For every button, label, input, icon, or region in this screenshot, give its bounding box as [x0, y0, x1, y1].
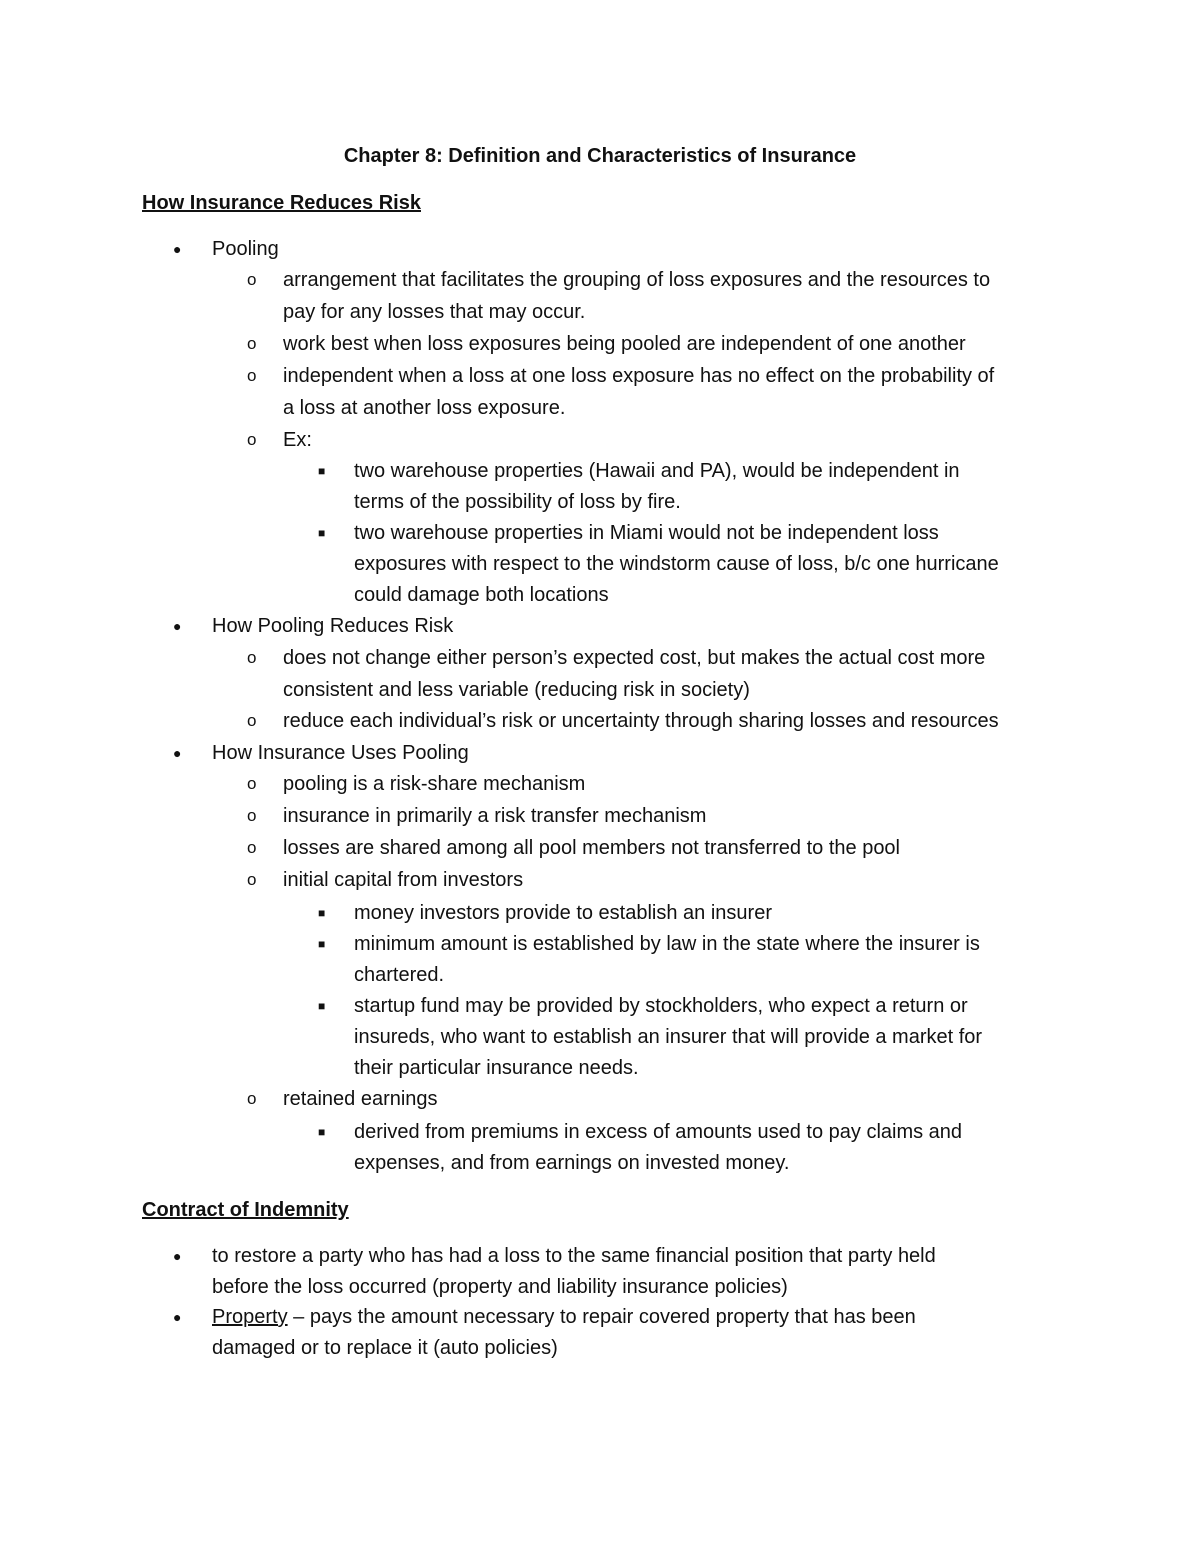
circle-marker: o [247, 774, 257, 793]
ex1-line-1: two warehouse properties (Hawaii and PA), would be independent in [354, 460, 960, 482]
uses-risk-share: pooling is a risk-share mechanism [283, 773, 586, 795]
uses-losses-shared: losses are shared among all pool members not transferred to the pool [283, 837, 901, 859]
pooling-independent-line-1: independent when a loss at one loss exposure has no effect on the probability of [283, 365, 995, 387]
square-marker: ■ [318, 464, 326, 478]
square-marker: ■ [318, 906, 326, 920]
indemnity-property-line-2: damaged or to replace it (auto policies) [212, 1337, 558, 1359]
bullet-marker: ● [173, 1248, 182, 1264]
circle-marker: o [247, 870, 257, 889]
circle-marker: o [247, 270, 257, 289]
indemnity-restore-line-2: before the loss occurred (property and liability insurance policies) [212, 1276, 788, 1298]
uses-risk-transfer: insurance in primarily a risk transfer mechanism [283, 805, 707, 827]
bullet-insurance-uses-pooling: How Insurance Uses Pooling [212, 742, 469, 764]
capital-minimum-line-2: chartered. [354, 964, 445, 986]
pooling-arrangement-line-2: pay for any losses that may occur. [283, 301, 586, 323]
property-term: Property [212, 1306, 288, 1328]
section-heading-contract-of-indemnity: Contract of Indemnity [142, 1199, 349, 1221]
square-marker: ■ [318, 999, 326, 1013]
indemnity-restore-line-1: to restore a party who has had a loss to the same financial position that party held [212, 1245, 936, 1267]
circle-marker: o [247, 806, 257, 825]
uses-retained-earnings: retained earnings [283, 1088, 438, 1110]
ex2-line-1: two warehouse properties in Miami would not be independent loss [354, 522, 939, 544]
bullet-marker: ● [173, 1309, 182, 1325]
page-title: Chapter 8: Definition and Characteristics of Insurance [343, 145, 857, 167]
bullet-marker: ● [173, 745, 182, 761]
capital-money-investors: money investors provide to establish an insurer [354, 902, 772, 924]
bullet-pooling: Pooling [212, 238, 279, 260]
section-heading-insurance-reduces-risk: How Insurance Reduces Risk [142, 192, 421, 214]
circle-marker: o [247, 711, 257, 730]
circle-marker: o [247, 838, 257, 857]
reduces-individual-risk: reduce each individual’s risk or uncertainty through sharing losses and resources [283, 710, 999, 732]
circle-marker: o [247, 366, 257, 385]
ex2-line-2: exposures with respect to the windstorm cause of loss, b/c one hurricane [354, 553, 999, 575]
capital-minimum-line-1: minimum amount is established by law in the state where the insurer is [354, 933, 980, 955]
capital-startup-line-3: their particular insurance needs. [354, 1057, 639, 1079]
retained-line-1: derived from premiums in excess of amounts used to pay claims and [354, 1121, 963, 1143]
pooling-independent-line-2: a loss at another loss exposure. [283, 397, 566, 419]
pooling-ex-label: Ex: [283, 429, 312, 451]
square-marker: ■ [318, 937, 326, 951]
circle-marker: o [247, 648, 257, 667]
pooling-work-best: work best when loss exposures being pooled are independent of one another [283, 333, 966, 355]
bullet-marker: ● [173, 241, 182, 257]
square-marker: ■ [318, 526, 326, 540]
ex2-line-3: could damage both locations [354, 584, 609, 606]
reduces-line-2: consistent and less variable (reducing risk in society) [283, 679, 750, 701]
circle-marker: o [247, 1089, 257, 1108]
pooling-arrangement-line-1: arrangement that facilitates the grouping of loss exposures and the resources to [283, 269, 991, 291]
retained-line-2: expenses, and from earnings on invested money. [354, 1152, 790, 1174]
bullet-pooling-reduces-risk: How Pooling Reduces Risk [212, 615, 454, 637]
circle-marker: o [247, 334, 257, 353]
ex1-line-2: terms of the possibility of loss by fire. [354, 491, 681, 513]
uses-initial-capital: initial capital from investors [283, 869, 524, 891]
reduces-line-1: does not change either person’s expected cost, but makes the actual cost more [283, 647, 986, 669]
circle-marker: o [247, 430, 257, 449]
bullet-marker: ● [173, 618, 182, 634]
property-definition: – pays the amount necessary to repair covered property that has been [287, 1306, 916, 1328]
capital-startup-line-2: insureds, who want to establish an insurer that will provide a market for [354, 1026, 983, 1048]
square-marker: ■ [318, 1125, 326, 1139]
capital-startup-line-1: startup fund may be provided by stockholders, who expect a return or [354, 995, 968, 1017]
indemnity-property-line-1 [212, 1303, 916, 1331]
